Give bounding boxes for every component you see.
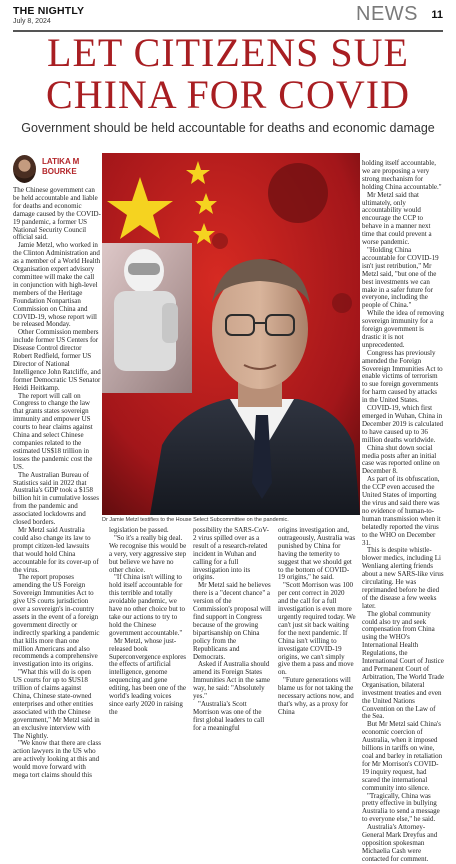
article-paragraph: "Tragically, China was pretty effective in bullying Australia to send a message to everyone else," he said. xyxy=(362,791,440,824)
article-column-2 xyxy=(109,526,187,716)
article-paragraph: "Scott Morrison was 100 per cent correct in 2020 and the call for a full investigation is even more urgently required today. We can't just sit back waiting for the next pandemic. If China isn't willing to investigate COVID-19 origins, we can't simply give them a pass and move on. xyxy=(278,581,356,677)
article-paragraph: "Future generations will blame us for not taking the necessary actions now, and that's why, as a proxy for China xyxy=(278,676,354,716)
article-paragraph: "What this will do is open US courts for up to $US18 trillion of claims against China, Chinese state-owned enterprises and other entities associated with the Chinese government," Mr Metzl said in an exclusive interview with The Nightly. xyxy=(13,668,100,740)
article-paragraph: Australia's Attorney-General Mark Dreyfus and opposition spokesman Michaelia Cash were contacted for comment. xyxy=(362,823,438,863)
article-paragraph: Mr Metzl said that ultimately, only accountability would encourage the CCP to behave in a manner next time that could prevent a worse pandemic. xyxy=(362,190,432,247)
article-paragraph: But Mr Metzl said China's economic coercion of Australia, when it imposed billions in tariffs on wine, coal and barley in retaliation for Mr Morrison's COVID-19 inquiry request, had scared the international community into silence. xyxy=(362,720,443,792)
article-paragraph: origins investigation and, outrageously, Australia was punished by China for having the temerity to suggest that we should get to the bottom of COVID-19 origins," he said. xyxy=(278,526,356,582)
photo-illustration xyxy=(102,153,360,515)
article-paragraph: "Holding China accountable for COVID-19 isn't just retribution," Mr Metzl said, "but one of the best investments we can make in a safer future for everyone, including the people of China." xyxy=(362,245,439,310)
article-paragraph: Mr Metzl said he believes there is a "decent chance" a version of the Commission's proposal will find support in Congress because of the growing bipartisanship on China policy from the Republicans and Democrats. xyxy=(193,581,271,661)
article-paragraph: The Chinese government can be held accountable and liable for deaths and economic damage caused by the COVID-19 pandemic, a former US National Security Council official said. xyxy=(13,186,101,242)
byline-first: LATIKA M xyxy=(42,157,80,166)
article-paragraph: The global community could also try and seek compensation from China using the WHO's International Health Regulations, the International Court of Justice and Permanent Court of Arbitration, The World Trade Organisation, bilateral investment treaties and even the United Nations Convention on the Law of the Sea. xyxy=(362,609,445,721)
article-paragraph: Congress has previously amended the Foreign Sovereign Immunities Act to enable victims of terrorism to sue foreign governments for harm caused by attacks in the United States. xyxy=(362,348,443,405)
article-paragraph: This is despite whistle-blower medics, including Li Wenliang alerting friends about a new SARS-like virus circulating. He was reprimanded before he died of the disease a few weeks later. xyxy=(362,546,444,610)
article-paragraph: legislation be passed. xyxy=(109,526,169,534)
article-paragraph: holding itself accountable, we are proposing a very strong mechanism for holding China accountable." xyxy=(362,159,442,191)
article-paragraph: As part of its obfuscation, the CCP even accused the United States of importing the virus and said there was no evidence of human-to-human transmission when it belatedly reported the virus to the WHO on December 31. xyxy=(362,475,441,547)
article-paragraph: China shut down social media posts after an initial case was reported online on December 8. xyxy=(362,443,440,476)
article-paragraph: The report proposes amending the US Foreign Sovereign Immunities Act to give US courts jurisdiction over a sovereign's in-country assets in the event of a foreign government directly or indirectly sparking a pandemic that kills more than one million Americans and also recommends a comprehensive investigation into its origins. xyxy=(13,573,100,669)
article-paragraph: COVID-19, which first emerged in Wuhan, China in December 2019 is calculated to have caused up to 36 million deaths worldwide. xyxy=(362,404,444,444)
article-paragraph: "Australia's Scott Morrison was one of the first global leaders to call for a meaningful xyxy=(193,699,265,732)
article-column-1 xyxy=(13,186,101,780)
article-paragraph: Mr Metzl, whose just-released book Superconvergence explores the effects of artificial intelligence, genome sequencing and gene editing, has been one of the world's leading voices since early 2020 in raising the xyxy=(109,636,187,716)
article-paragraph: "If China isn't willing to hold itself accountable for this terrible and totally avoidable pandemic, we have no other choice but to take our actions to try to hold the Chinese government accountable." xyxy=(109,573,186,637)
article-paragraph: While the idea of removing sovereign immunity for a foreign government is drastic it is not unprecedented. xyxy=(362,309,444,349)
article-paragraph: possibility the SARS-CoV-2 virus spilled over as a result of a research-related incident in Wuhan and calling for a full investigation into its origins. xyxy=(193,526,269,582)
article-column-5 xyxy=(362,159,445,863)
author-avatar xyxy=(13,155,36,183)
section-label: NEWS xyxy=(356,3,418,25)
page-number: 11 xyxy=(431,9,443,21)
byline xyxy=(42,157,79,177)
byline-last: BOURKE xyxy=(42,167,77,176)
article-paragraph: "So it's a really big deal. We recognise this would be a very, very aggressive step but believe we have no other choice. xyxy=(109,533,187,574)
article-column-4 xyxy=(278,526,356,716)
headline xyxy=(0,32,456,116)
issue-date: July 8, 2024 xyxy=(13,18,51,25)
article-photo xyxy=(102,153,360,515)
photo-caption: Dr Jamie Metzl testifies to the House Select Subcommittee on the pandemic. xyxy=(102,517,289,523)
lab-worker-figure xyxy=(102,243,192,393)
article-paragraph: Other Commission members include former US Centers for Disease Control director Robert Redfield, former US Director of National Intelligence John Ratcliffe, and former Democratic US Senator Heidi Heitkamp. xyxy=(13,328,101,392)
article-paragraph: Jamie Metzl, who worked in the Clinton Administration and as a member of a World Health Organisation expert advisory committee will make the call in conjunction with high-level members of the Heritage Foundation Nonpartisan Commission on China and COVID-19, whose report will be released Monday. xyxy=(13,241,101,329)
article-column-3 xyxy=(193,526,271,732)
article-paragraph: Asked if Australia should amend its Foreign States Immunities Act in the same way, he said: "Absolutely yes." xyxy=(193,660,270,701)
article-paragraph: The report will call on Congress to change the law that grants states sovereign immunity and empower US courts to hear claims against China and select Chinese companies related to the estimated US$18 trillion in losses the pandemic cost the US. xyxy=(13,391,93,471)
masthead-title: THE NIGHTLY xyxy=(13,5,85,17)
article-paragraph: "We know that there are class action lawyers in the US who are actively looking at this and would move forward with mega tort claims should this xyxy=(13,739,101,780)
article-paragraph: Mr Metzl said Australia could also change its law to prompt citizen-led lawsuits that would hold China accountable for its cover-up of the virus. xyxy=(13,525,99,574)
headline-text: LET CITIZENS SUE CHINA FOR COVID xyxy=(46,30,410,117)
standfirst: Government should be held accountable for deaths and economic damage xyxy=(21,121,435,135)
article-paragraph: The Australian Bureau of Statistics said in 2022 that Australia's GDP took a $158 billion hit in cumulative losses from the pandemic and associated lockdowns and closed borders. xyxy=(13,470,99,527)
